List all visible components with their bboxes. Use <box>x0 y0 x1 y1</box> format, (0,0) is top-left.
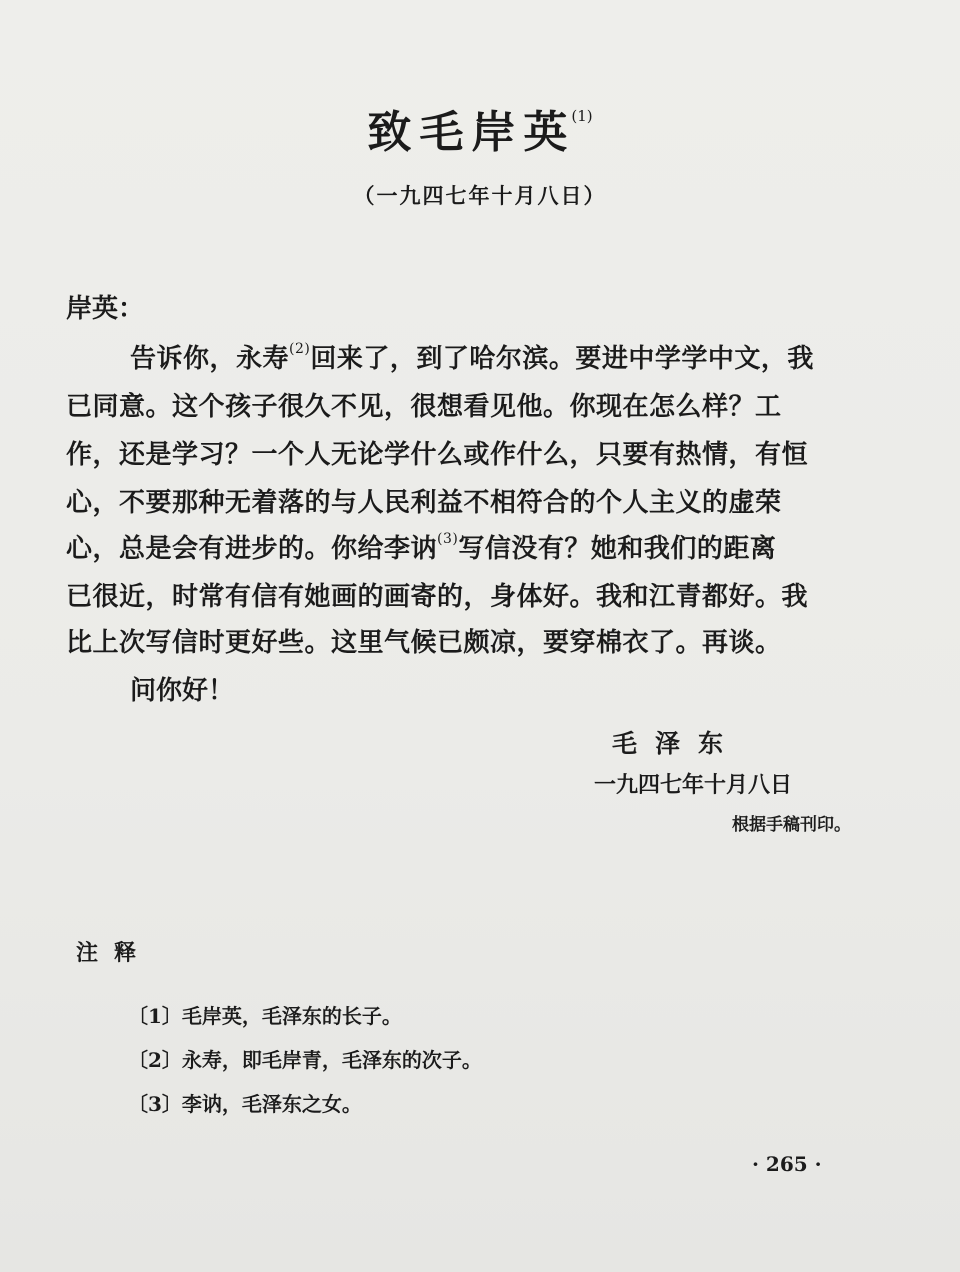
body-line: 告诉你，永寿$^{(2)}$回来了，到了哈尔滨。要进中学学中文，我 <box>130 341 814 374</box>
body-line: 比上次写信时更好些。这里气候已颇凉，要穿棉衣了。再谈。 <box>66 628 782 658</box>
closing-greeting: 问你好！ <box>130 676 235 706</box>
footnote-3: 〔3〕李讷，毛泽东之女。 <box>128 1092 362 1116</box>
notes-heading: 注释 <box>76 940 153 966</box>
salutation: 岸英： <box>66 294 145 324</box>
letter-title: 致毛岸英$^{(1)}$ <box>367 107 593 158</box>
body-line: 心，总是会有进步的。你给李讷$^{(3)}$写信没有？她和我们的距离 <box>66 531 777 564</box>
note-ref-2[interactable]: (2) <box>289 341 311 357</box>
body-line: 已同意。这个孩子很久不见，很想看见他。你现在怎么样？工 <box>66 392 782 422</box>
title-note-ref[interactable]: (1) <box>571 107 593 125</box>
footnote-2: 〔2〕永寿，即毛岸青，毛泽东的次子。 <box>128 1048 482 1072</box>
signature: 毛泽东 <box>612 729 742 758</box>
note-ref-3[interactable]: (3) <box>437 531 459 547</box>
signature-date: 一九四七年十月八日 <box>594 772 793 798</box>
footnote-1: 〔1〕毛岸英，毛泽东的长子。 <box>128 1004 402 1028</box>
body-line: 心，不要那种无着落的与人民利益不相符合的个人主义的虚荣 <box>66 488 782 518</box>
letter-date: （一九四七年十月八日） <box>353 183 607 208</box>
page-number: · 265 · <box>752 1152 822 1176</box>
source-note: 根据手稿刊印。 <box>732 815 851 835</box>
body-line: 作，还是学习？一个人无论学什么或作什么，只要有热情，有恒 <box>66 440 809 470</box>
body-line: 已很近，时常有信有她画的画寄的，身体好。我和江青都好。我 <box>66 582 809 612</box>
